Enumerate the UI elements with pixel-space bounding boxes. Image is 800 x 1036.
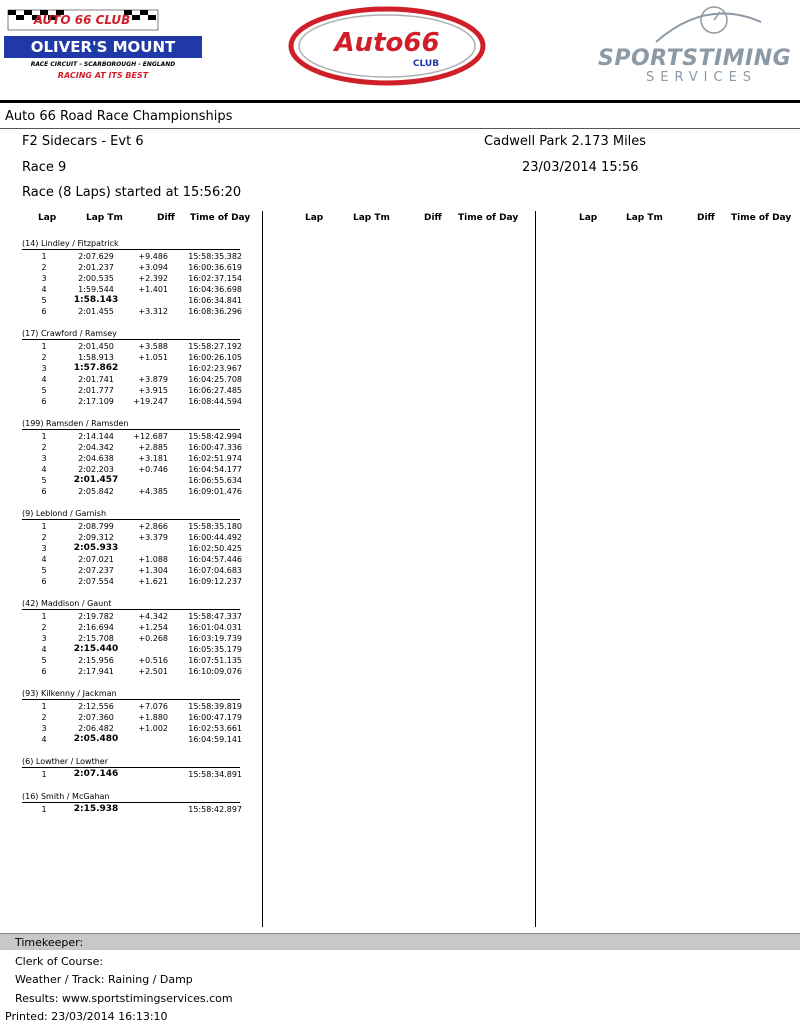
lap-number: 2 — [41, 533, 47, 542]
lap-number: 3 — [41, 364, 47, 373]
lap-diff: +0.746 — [138, 465, 168, 474]
competitor-name: (93) Kilkenny / Jackman — [22, 689, 117, 698]
lap-row — [22, 284, 240, 295]
sts-logo-line1: SPORTSTIMING — [598, 46, 792, 71]
competitor-group — [22, 756, 240, 780]
lap-number: 6 — [41, 307, 47, 316]
lap-number: 3 — [41, 454, 47, 463]
lap-number: 4 — [41, 375, 47, 384]
time-of-day: 15:58:39.819 — [188, 702, 242, 711]
lap-time: 1:59.544 — [78, 285, 114, 294]
sts-logo-line2: SERVICES — [646, 70, 758, 85]
lap-number: 2 — [41, 353, 47, 362]
venue: Cadwell Park 2.173 Miles — [484, 134, 647, 149]
lap-diff: +2.392 — [138, 274, 168, 283]
lap-diff: +3.588 — [138, 342, 168, 351]
time-of-day: 16:08:36.296 — [188, 307, 242, 316]
lap-time: 2:14.144 — [78, 432, 114, 441]
lap-number: 1 — [41, 702, 47, 711]
time-of-day: 16:02:53.661 — [188, 724, 242, 733]
clerk-of-course-label: Clerk of Course: — [15, 955, 104, 968]
lap-diff: +9.486 — [138, 252, 168, 261]
printed-timestamp: Printed: 23/03/2014 16:13:10 — [5, 1010, 168, 1023]
lap-number: 3 — [41, 724, 47, 733]
lap-number: 4 — [41, 645, 47, 654]
lap-number: 6 — [41, 397, 47, 406]
time-of-day: 16:09:12.237 — [188, 577, 242, 586]
olivers-logo-sub: RACE CIRCUIT - SCARBOROUGH - ENGLAND — [30, 61, 176, 68]
lap-time: 2:04.638 — [78, 454, 114, 463]
lap-row — [22, 622, 240, 633]
lap-number: 2 — [41, 623, 47, 632]
time-of-day: 15:58:35.382 — [188, 252, 242, 261]
lap-row — [22, 723, 240, 734]
time-of-day: 16:00:26.105 — [188, 353, 242, 362]
lap-number: 5 — [41, 386, 47, 395]
timekeeper-label: Timekeeper: — [15, 936, 84, 949]
col-header-lap: Lap — [38, 213, 57, 223]
lap-diff: +3.312 — [138, 307, 168, 316]
lap-number: 3 — [41, 274, 47, 283]
col-header-time-of-day: Time of Day — [458, 213, 519, 223]
footer-bar — [0, 933, 800, 950]
championship-title: Auto 66 Road Race Championships — [5, 109, 233, 124]
lap-row — [22, 565, 240, 576]
time-of-day: 16:03:19.739 — [188, 634, 242, 643]
stopwatch-swoosh-icon — [636, 4, 766, 46]
lap-time: 2:09.312 — [78, 533, 114, 542]
time-of-day: 15:58:42.994 — [188, 432, 242, 441]
lap-time: 2:07.629 — [78, 252, 114, 261]
race-number: Race 9 — [22, 160, 67, 175]
time-of-day: 15:58:27.192 — [188, 342, 242, 351]
lap-time: 2:17.941 — [78, 667, 114, 676]
competitor-name: (17) Crawford / Ramsey — [22, 329, 117, 338]
lap-time: 1:57.862 — [73, 363, 119, 373]
time-of-day: 16:06:55.634 — [188, 476, 242, 485]
lap-row — [22, 352, 240, 363]
competitor-group — [22, 791, 240, 815]
lap-diff: +1.621 — [138, 577, 168, 586]
time-of-day: 15:58:42.897 — [188, 805, 242, 814]
lap-time: 2:12.556 — [78, 702, 114, 711]
time-of-day: 16:02:37.154 — [188, 274, 242, 283]
lap-diff: +7.076 — [138, 702, 168, 711]
lap-number: 1 — [41, 432, 47, 441]
results-website: Results: www.sportstimingservices.com — [15, 992, 233, 1005]
lap-row — [22, 712, 240, 723]
lap-number: 1 — [41, 522, 47, 531]
lap-diff: +2.501 — [138, 667, 168, 676]
lap-time: 2:15.956 — [78, 656, 114, 665]
lap-time: 2:07.146 — [73, 769, 119, 779]
lap-diff: +19.247 — [133, 397, 168, 406]
lap-results — [22, 238, 240, 826]
col-header-time-of-day: Time of Day — [731, 213, 792, 223]
lap-number: 6 — [41, 487, 47, 496]
competitor-underline — [22, 699, 240, 700]
competitor-name: (42) Maddison / Gaunt — [22, 599, 112, 608]
race-date: 23/03/2014 15:56 — [522, 160, 639, 175]
lap-time: 1:58.913 — [78, 353, 114, 362]
weather-track-info: Weather / Track: Raining / Damp — [15, 973, 193, 986]
time-of-day: 16:08:44.594 — [188, 397, 242, 406]
olivers-logo-top: AUTO 66 CLUB — [33, 13, 131, 27]
lap-number: 5 — [41, 296, 47, 305]
lap-time: 2:15.938 — [73, 804, 119, 814]
time-of-day: 16:01:04.031 — [188, 623, 242, 632]
column-divider — [535, 211, 536, 927]
time-of-day: 16:05:35.179 — [188, 645, 242, 654]
event-name: F2 Sidecars - Evt 6 — [22, 134, 144, 149]
lap-number: 1 — [41, 342, 47, 351]
lap-number: 4 — [41, 555, 47, 564]
lap-diff: +2.866 — [138, 522, 168, 531]
time-of-day: 16:00:36.619 — [188, 263, 242, 272]
lap-diff: +1.401 — [138, 285, 168, 294]
time-of-day: 16:04:54.177 — [188, 465, 242, 474]
lap-row-best — [22, 543, 240, 554]
competitor-underline — [22, 767, 240, 768]
time-of-day: 16:10:09.076 — [188, 667, 242, 676]
lap-number: 6 — [41, 577, 47, 586]
lap-time: 2:05.933 — [73, 543, 119, 553]
competitor-underline — [22, 249, 240, 250]
lap-time: 2:01.741 — [78, 375, 114, 384]
lap-time: 2:15.440 — [73, 644, 119, 654]
col-header-diff: Diff — [424, 213, 442, 223]
competitor-group — [22, 418, 240, 497]
lap-row — [22, 611, 240, 622]
lap-row — [22, 306, 240, 317]
lap-time: 2:16.694 — [78, 623, 114, 632]
lap-row-best — [22, 734, 240, 745]
competitor-underline — [22, 609, 240, 610]
lap-time: 2:07.021 — [78, 555, 114, 564]
lap-number: 5 — [41, 656, 47, 665]
lap-number: 2 — [41, 443, 47, 452]
lap-row-best — [22, 295, 240, 306]
lap-diff: +0.268 — [138, 634, 168, 643]
lap-diff: +3.879 — [138, 375, 168, 384]
lap-number: 4 — [41, 735, 47, 744]
lap-time: 2:07.554 — [78, 577, 114, 586]
olivers-logo-main: OLIVER'S MOUNT — [30, 38, 176, 56]
lap-row — [22, 251, 240, 262]
col-header-lap: Lap — [305, 213, 324, 223]
lap-diff: +3.915 — [138, 386, 168, 395]
lap-time: 2:01.450 — [78, 342, 114, 351]
competitor-group — [22, 238, 240, 317]
lap-row — [22, 262, 240, 273]
lap-diff: +1.254 — [138, 623, 168, 632]
col-header-diff: Diff — [157, 213, 175, 223]
lap-row — [22, 655, 240, 666]
lap-number: 2 — [41, 713, 47, 722]
lap-row — [22, 374, 240, 385]
lap-diff: +1.088 — [138, 555, 168, 564]
time-of-day: 15:58:47.337 — [188, 612, 242, 621]
lap-row-best — [22, 769, 240, 780]
time-of-day: 16:00:47.336 — [188, 443, 242, 452]
time-of-day: 16:07:51.135 — [188, 656, 242, 665]
lap-diff: +1.051 — [138, 353, 168, 362]
time-of-day: 15:58:34.891 — [188, 770, 242, 779]
lap-row — [22, 431, 240, 442]
lap-number: 1 — [41, 770, 47, 779]
competitor-underline — [22, 339, 240, 340]
lap-number: 3 — [41, 544, 47, 553]
lap-row — [22, 521, 240, 532]
competitor-name: (16) Smith / McGahan — [22, 792, 110, 801]
auto66-logo-main: Auto66 — [334, 28, 440, 58]
lap-diff: +2.885 — [138, 443, 168, 452]
competitor-underline — [22, 519, 240, 520]
time-of-day: 16:02:50.425 — [188, 544, 242, 553]
column-divider — [262, 211, 263, 927]
lap-number: 4 — [41, 285, 47, 294]
time-of-day: 15:58:35.180 — [188, 522, 242, 531]
lap-time: 1:58.143 — [73, 295, 119, 305]
lap-number: 1 — [41, 805, 47, 814]
competitor-name: (9) Leblond / Garnish — [22, 509, 107, 518]
olivers-logo-tagline: RACING AT ITS BEST — [57, 71, 149, 80]
competitor-group — [22, 508, 240, 587]
lap-number: 4 — [41, 465, 47, 474]
competitor-underline — [22, 429, 240, 430]
lap-number: 3 — [41, 634, 47, 643]
time-of-day: 16:04:57.446 — [188, 555, 242, 564]
lap-row — [22, 464, 240, 475]
time-of-day: 16:00:47.179 — [188, 713, 242, 722]
competitor-name: (6) Lowther / Lowther — [22, 757, 108, 766]
lap-time: 2:00.535 — [78, 274, 114, 283]
lap-time: 2:01.455 — [78, 307, 114, 316]
lap-row — [22, 453, 240, 464]
lap-diff: +12.687 — [133, 432, 168, 441]
competitor-group — [22, 328, 240, 407]
lap-number: 5 — [41, 566, 47, 575]
lap-time: 2:01.777 — [78, 386, 114, 395]
col-header-time-of-day: Time of Day — [190, 213, 251, 223]
auto66-club-logo — [286, 6, 488, 86]
lap-time: 2:15.708 — [78, 634, 114, 643]
lap-row — [22, 701, 240, 712]
col-header-lap-time: Lap Tm — [86, 213, 123, 223]
lap-row-best — [22, 804, 240, 815]
lap-time: 2:17.109 — [78, 397, 114, 406]
header-divider — [0, 100, 800, 103]
time-of-day: 16:09:01.476 — [188, 487, 242, 496]
lap-row-best — [22, 475, 240, 486]
lap-row — [22, 396, 240, 407]
lap-row-best — [22, 644, 240, 655]
auto66-logo-sub: CLUB — [412, 59, 440, 69]
col-header-diff: Diff — [697, 213, 715, 223]
lap-diff: +3.181 — [138, 454, 168, 463]
lap-row — [22, 486, 240, 497]
lap-time: 2:01.237 — [78, 263, 114, 272]
sports-timing-logo — [596, 4, 796, 92]
race-start-info: Race (8 Laps) started at 15:56:20 — [22, 185, 242, 200]
lap-diff: +1.880 — [138, 713, 168, 722]
competitor-group — [22, 688, 240, 745]
lap-time: 2:05.480 — [73, 734, 119, 744]
col-header-lap-time: Lap Tm — [626, 213, 663, 223]
lap-diff: +0.516 — [138, 656, 168, 665]
lap-time: 2:07.237 — [78, 566, 114, 575]
lap-row — [22, 442, 240, 453]
lap-time: 2:04.342 — [78, 443, 114, 452]
col-header-lap-time: Lap Tm — [353, 213, 390, 223]
lap-row — [22, 532, 240, 543]
lap-row — [22, 576, 240, 587]
time-of-day: 16:04:36.698 — [188, 285, 242, 294]
lap-row-best — [22, 363, 240, 374]
lap-row — [22, 273, 240, 284]
lap-diff: +1.304 — [138, 566, 168, 575]
lap-number: 1 — [41, 612, 47, 621]
lap-diff: +4.342 — [138, 612, 168, 621]
lap-time: 2:19.782 — [78, 612, 114, 621]
lap-time: 2:02.203 — [78, 465, 114, 474]
competitor-name: (14) Lindley / Fitzpatrick — [22, 239, 119, 248]
competitor-group — [22, 598, 240, 677]
time-of-day: 16:04:25.708 — [188, 375, 242, 384]
lap-number: 1 — [41, 252, 47, 261]
lap-diff: +4.385 — [138, 487, 168, 496]
competitor-underline — [22, 802, 240, 803]
lap-time: 2:08.799 — [78, 522, 114, 531]
lap-time: 2:05.842 — [78, 487, 114, 496]
competitor-name: (199) Ramsden / Ramsden — [22, 419, 129, 428]
time-of-day: 16:04:59.141 — [188, 735, 242, 744]
time-of-day: 16:07:04.683 — [188, 566, 242, 575]
lap-diff: +1.002 — [138, 724, 168, 733]
lap-row — [22, 341, 240, 352]
title-divider — [0, 128, 800, 129]
lap-diff: +3.094 — [138, 263, 168, 272]
olivers-mount-logo — [2, 4, 202, 82]
time-of-day: 16:00:44.492 — [188, 533, 242, 542]
lap-diff: +3.379 — [138, 533, 168, 542]
lap-row — [22, 554, 240, 565]
lap-row — [22, 633, 240, 644]
time-of-day: 16:02:51.974 — [188, 454, 242, 463]
lap-time: 2:01.457 — [73, 475, 119, 485]
lap-number: 2 — [41, 263, 47, 272]
lap-row — [22, 385, 240, 396]
lap-time: 2:06.482 — [78, 724, 114, 733]
time-of-day: 16:06:34.841 — [188, 296, 242, 305]
lap-time: 2:07.360 — [78, 713, 114, 722]
time-of-day: 16:06:27.485 — [188, 386, 242, 395]
time-of-day: 16:02:23.967 — [188, 364, 242, 373]
lap-number: 6 — [41, 667, 47, 676]
col-header-lap: Lap — [579, 213, 598, 223]
lap-row — [22, 666, 240, 677]
lap-number: 5 — [41, 476, 47, 485]
